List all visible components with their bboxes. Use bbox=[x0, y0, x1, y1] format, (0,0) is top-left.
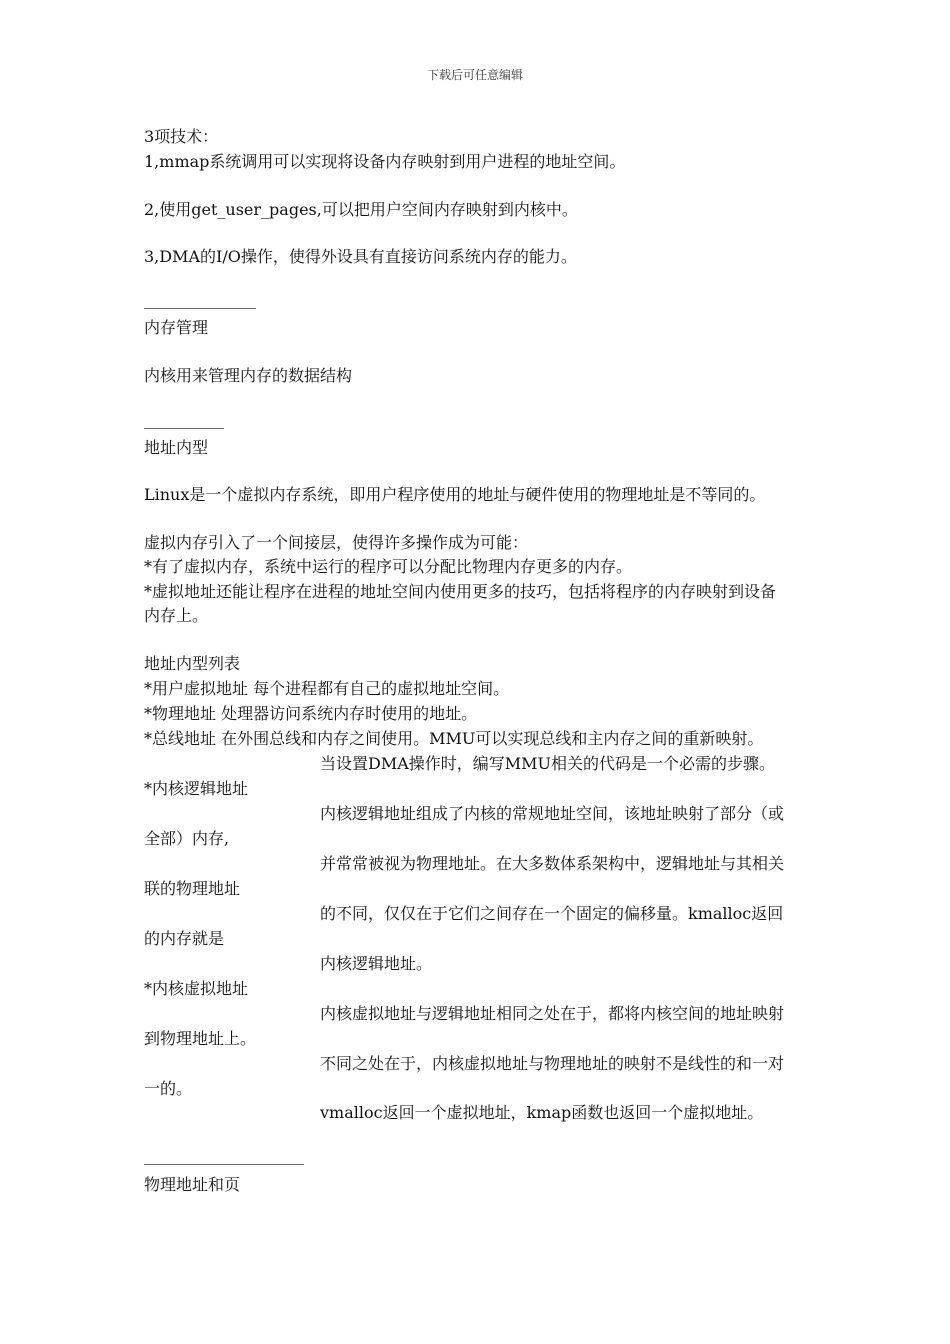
list-item: *用户虚拟地址 每个进程都有自己的虚拟地址空间。 bbox=[144, 679, 510, 698]
text-line: 3,DMA的I/O操作，使得外设具有直接访问系统内存的能力。 bbox=[144, 247, 577, 266]
list-item: *内核逻辑地址 bbox=[144, 779, 249, 798]
text-line: 联的物理地址 bbox=[144, 879, 241, 898]
separator-line: ______________ bbox=[144, 290, 256, 309]
section-heading: 地址内型 bbox=[144, 438, 209, 457]
separator-line: __________ bbox=[144, 410, 224, 429]
text-line: 当设置DMA操作时，编写MMU相关的代码是一个必需的步骤。 bbox=[320, 754, 776, 773]
text-line: vmalloc返回一个虚拟地址，kmap函数也返回一个虚拟地址。 bbox=[320, 1103, 764, 1122]
text-line: 内核虚拟地址与逻辑地址相同之处在于，都将内核空间的地址映射 bbox=[320, 1004, 785, 1023]
text-line: 的不同，仅仅在于它们之间存在一个固定的偏移量。kmalloc返回 bbox=[320, 904, 784, 923]
section-heading: 物理地址和页 bbox=[144, 1175, 241, 1194]
text-line: 全部）内存, bbox=[144, 829, 230, 848]
text-line: 虚拟内存引入了一个间接层，使得许多操作成为可能： bbox=[144, 533, 529, 552]
text-line: 的内存就是 bbox=[144, 929, 225, 948]
list-item: *内核虚拟地址 bbox=[144, 979, 249, 998]
page-header: 下载后可任意编辑 bbox=[426, 68, 523, 82]
section-heading: 地址内型列表 bbox=[144, 654, 241, 673]
text-line: *虚拟地址还能让程序在进程的地址空间内使用更多的技巧，包括将程序的内存映射到设备 bbox=[144, 582, 777, 601]
text-line: 不同之处在于，内核虚拟地址与物理地址的映射不是线性的和一对 bbox=[320, 1054, 785, 1073]
separator-line: ____________________ bbox=[144, 1146, 304, 1165]
list-item: *总线地址 在外围总线和内存之间使用。MMU可以实现总线和主内存之间的重新映射。 bbox=[144, 729, 764, 748]
text-line: 内核用来管理内存的数据结构 bbox=[144, 366, 353, 385]
text-line: 内核逻辑地址。 bbox=[320, 954, 433, 973]
text-line: 到物理地址上。 bbox=[144, 1029, 257, 1048]
text-line: 1,mmap系统调用可以实现将设备内存映射到用户进程的地址空间。 bbox=[144, 152, 626, 171]
list-item: *物理地址 处理器访问系统内存时使用的地址。 bbox=[144, 704, 478, 723]
text-line: 并常常被视为物理地址。在大多数体系架构中，逻辑地址与其相关 bbox=[320, 854, 785, 873]
text-line: 内存上。 bbox=[144, 606, 209, 625]
text-line: 2,使用get_user_pages,可以把用户空间内存映射到内核中。 bbox=[144, 200, 578, 219]
text-line: 内核逻辑地址组成了内核的常规地址空间，该地址映射了部分（或 bbox=[320, 804, 785, 823]
text-line: Linux是一个虚拟内存系统，即用户程序使用的地址与硬件使用的物理地址是不等同的。 bbox=[144, 485, 766, 504]
text-line: 3项技术： bbox=[144, 127, 219, 146]
text-line: *有了虚拟内存，系统中运行的程序可以分配比物理内存更多的内存。 bbox=[144, 557, 633, 576]
text-line: 一的。 bbox=[144, 1079, 193, 1098]
section-heading: 内存管理 bbox=[144, 318, 209, 337]
